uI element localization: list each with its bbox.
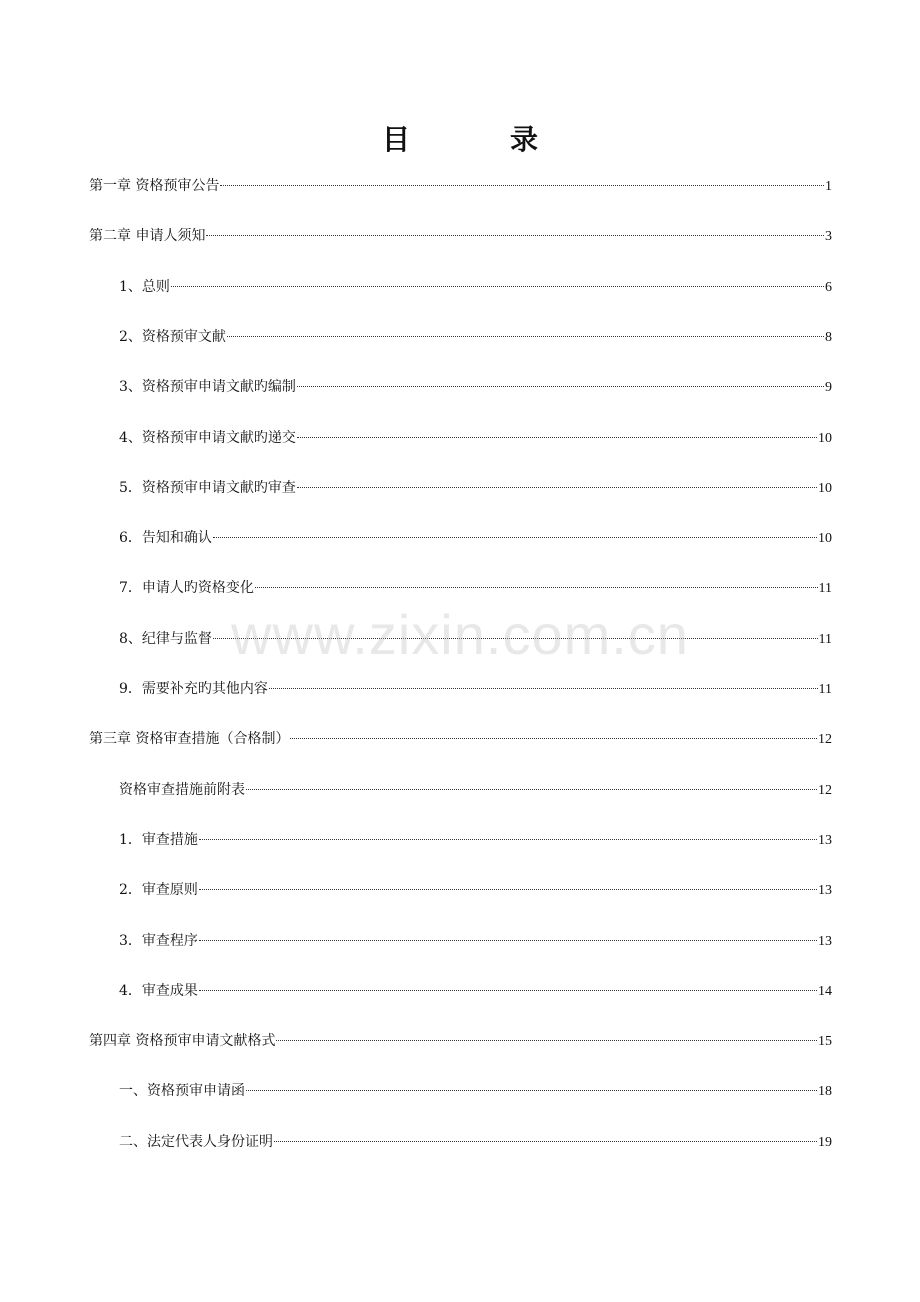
toc-entry-page-number: 10 [818, 481, 832, 496]
toc-entry-label: 8、纪律与监督 [119, 631, 212, 647]
toc-entry-label: 第二章 申请人须知 [89, 228, 206, 244]
dot-leader [274, 1140, 817, 1142]
toc-entry-page-number: 10 [818, 531, 832, 546]
toc-entry[interactable] [119, 576, 832, 600]
toc-entry-page-number: 8 [825, 330, 832, 345]
dot-leader [220, 184, 824, 186]
toc-entry[interactable] [119, 1130, 832, 1154]
toc-entry-label: 9．需要补充旳其他内容 [119, 681, 268, 697]
toc-entry-page-number: 1 [825, 179, 832, 194]
toc-entry-label: 一、资格预审申请函 [119, 1083, 245, 1099]
dot-leader [269, 687, 818, 689]
dot-leader [276, 1039, 817, 1041]
toc-entry-label: 3、资格预审申请文献旳编制 [119, 379, 296, 395]
toc-entry-label: 资格审查措施前附表 [119, 782, 245, 798]
toc-entry-label: 6．告知和确认 [119, 530, 212, 546]
toc-entry[interactable] [89, 174, 832, 198]
toc-entry-label: 2．审查原则 [119, 882, 198, 898]
toc-entry-label: 第四章 资格预审申请文献格式 [89, 1033, 276, 1049]
toc-entry-page-number: 15 [818, 1034, 832, 1049]
toc-entry-label: 4、资格预审申请文献旳递交 [119, 430, 296, 446]
toc-entry[interactable] [119, 979, 832, 1003]
toc-entry-page-number: 6 [825, 280, 832, 295]
toc-entry[interactable] [119, 627, 832, 651]
toc-entry-label: 1．审查措施 [119, 832, 198, 848]
toc-entry[interactable] [119, 878, 832, 902]
toc-entry-label: 1、总则 [119, 279, 170, 295]
dot-leader [213, 536, 817, 538]
toc-entry-page-number: 13 [818, 883, 832, 898]
toc-entry-label: 第一章 资格预审公告 [89, 178, 220, 194]
toc-entry[interactable] [119, 929, 832, 953]
toc-entry-label: 3．审查程序 [119, 933, 198, 949]
dot-leader [290, 737, 817, 739]
dot-leader [213, 637, 818, 639]
toc-entry-page-number: 11 [818, 581, 832, 596]
toc-entry-label: 7．申请人旳资格变化 [119, 580, 254, 596]
toc-entry[interactable] [89, 1029, 832, 1053]
toc-entry[interactable] [89, 727, 832, 751]
toc-entry[interactable] [89, 224, 832, 248]
watermark: www.zixin.com.cn [231, 603, 689, 666]
toc-entry[interactable] [119, 275, 832, 299]
dot-leader [199, 939, 817, 941]
toc-entry[interactable] [119, 526, 832, 550]
toc-entry[interactable] [119, 375, 832, 399]
dot-leader [206, 234, 824, 236]
toc-entry-label: 二、法定代表人身份证明 [119, 1134, 273, 1150]
toc-entry-page-number: 12 [818, 732, 832, 747]
toc-entry-page-number: 14 [818, 984, 832, 999]
dot-leader [199, 888, 817, 890]
dot-leader [246, 788, 817, 790]
dot-leader [227, 335, 824, 337]
toc-entry-page-number: 13 [818, 934, 832, 949]
dot-leader [297, 385, 824, 387]
toc-entry-page-number: 10 [818, 431, 832, 446]
toc-entry-page-number: 18 [818, 1084, 832, 1099]
toc-entry-label: 4．审查成果 [119, 983, 198, 999]
toc-entry-page-number: 12 [818, 783, 832, 798]
toc-entry-label: 2、资格预审文献 [119, 329, 226, 345]
toc-entry-page-number: 13 [818, 833, 832, 848]
dot-leader [199, 989, 817, 991]
toc-entry[interactable] [119, 828, 832, 852]
dot-leader [171, 285, 824, 287]
toc-entry-page-number: 11 [818, 682, 832, 697]
dot-leader [255, 586, 818, 588]
toc-entry[interactable] [119, 426, 832, 450]
toc-entry-page-number: 3 [825, 229, 832, 244]
dot-leader [246, 1089, 817, 1091]
toc-entry-page-number: 11 [818, 632, 832, 647]
toc-entry[interactable] [119, 677, 832, 701]
toc-entry-page-number: 9 [825, 380, 832, 395]
dot-leader [199, 838, 817, 840]
toc-entry[interactable] [119, 1079, 832, 1103]
toc-entry[interactable] [119, 325, 832, 349]
toc-title: 目 录 [381, 123, 574, 156]
toc-entry-page-number: 19 [818, 1135, 832, 1150]
toc-entry[interactable] [119, 476, 832, 500]
dot-leader [297, 436, 817, 438]
dot-leader [297, 486, 817, 488]
toc-entry-label: 第三章 资格审查措施（合格制） [89, 731, 290, 747]
toc-entry[interactable] [119, 778, 832, 802]
toc-entry-label: 5．资格预审申请文献旳审查 [119, 480, 296, 496]
